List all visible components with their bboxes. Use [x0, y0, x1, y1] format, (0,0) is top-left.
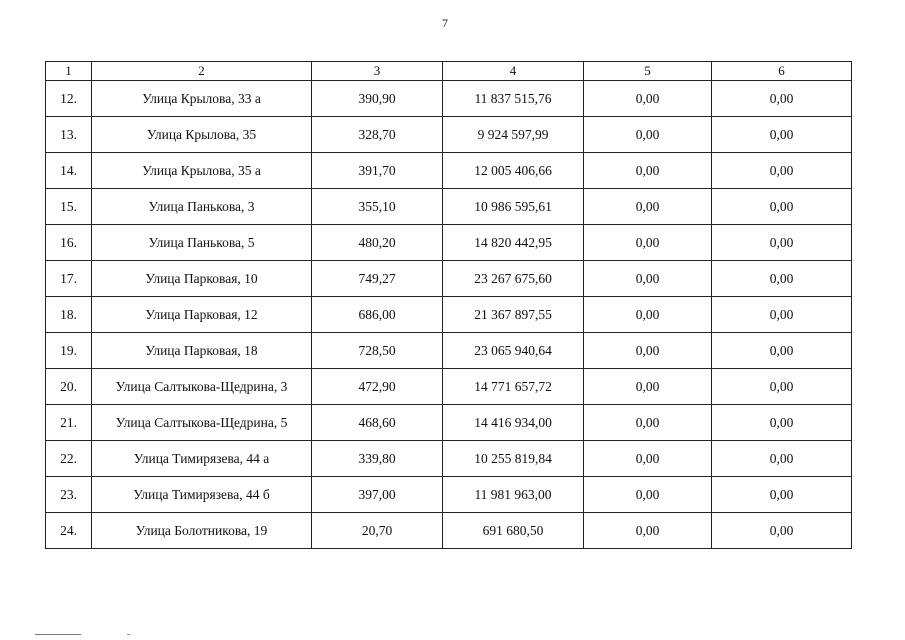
area-cell: 390,90	[312, 81, 443, 117]
area-cell: 468,60	[312, 405, 443, 441]
col5-cell: 0,00	[584, 333, 712, 369]
area-cell: 472,90	[312, 369, 443, 405]
amount-cell: 10 255 819,84	[443, 441, 584, 477]
table-row	[46, 369, 852, 405]
amount-cell: 23 267 675,60	[443, 261, 584, 297]
address-cell: Улица Тимирязева, 44 б	[92, 477, 312, 513]
address-cell: Улица Крылова, 35	[92, 117, 312, 153]
column-header: 3	[312, 62, 443, 81]
address-cell: Улица Парковая, 12	[92, 297, 312, 333]
table-row	[46, 81, 852, 117]
amount-cell: 11 837 515,76	[443, 81, 584, 117]
col5-cell: 0,00	[584, 405, 712, 441]
column-header: 4	[443, 62, 584, 81]
amount-cell: 691 680,50	[443, 513, 584, 549]
table-row	[46, 297, 852, 333]
col5-cell: 0,00	[584, 297, 712, 333]
row-number-cell: 17.	[46, 261, 92, 297]
column-header: 1	[46, 62, 92, 81]
col5-cell: 0,00	[584, 225, 712, 261]
table-row	[46, 441, 852, 477]
table-row	[46, 513, 852, 549]
row-number-cell: 18.	[46, 297, 92, 333]
row-number-cell: 13.	[46, 117, 92, 153]
area-cell: 728,50	[312, 333, 443, 369]
col6-cell: 0,00	[712, 405, 852, 441]
area-cell: 355,10	[312, 189, 443, 225]
col6-cell: 0,00	[712, 441, 852, 477]
page-number: 7	[442, 16, 448, 30]
area-cell: 397,00	[312, 477, 443, 513]
row-number-cell: 23.	[46, 477, 92, 513]
row-number-cell: 22.	[46, 441, 92, 477]
amount-cell: 23 065 940,64	[443, 333, 584, 369]
row-number-cell: 19.	[46, 333, 92, 369]
col6-cell: 0,00	[712, 297, 852, 333]
row-number-cell: 20.	[46, 369, 92, 405]
amount-cell: 14 771 657,72	[443, 369, 584, 405]
amount-cell: 14 416 934,00	[443, 405, 584, 441]
address-cell: Улица Парковая, 10	[92, 261, 312, 297]
col6-cell: 0,00	[712, 513, 852, 549]
col5-cell: 0,00	[584, 117, 712, 153]
amount-cell: 21 367 897,55	[443, 297, 584, 333]
address-cell: Улица Салтыкова-Щедрина, 5	[92, 405, 312, 441]
col5-cell: 0,00	[584, 369, 712, 405]
table-header-row	[46, 62, 852, 81]
address-cell: Улица Крылова, 35 а	[92, 153, 312, 189]
col5-cell: 0,00	[584, 153, 712, 189]
address-cell: Улица Парковая, 18	[92, 333, 312, 369]
col5-cell: 0,00	[584, 261, 712, 297]
col5-cell: 0,00	[584, 513, 712, 549]
col6-cell: 0,00	[712, 477, 852, 513]
table-row	[46, 261, 852, 297]
col6-cell: 0,00	[712, 117, 852, 153]
table-row	[46, 225, 852, 261]
col6-cell: 0,00	[712, 153, 852, 189]
col6-cell: 0,00	[712, 81, 852, 117]
table-row	[46, 153, 852, 189]
amount-cell: 12 005 406,66	[443, 153, 584, 189]
address-cell: Улица Болотникова, 19	[92, 513, 312, 549]
col6-cell: 0,00	[712, 189, 852, 225]
col5-cell: 0,00	[584, 441, 712, 477]
data-table	[45, 61, 852, 549]
area-cell: 749,27	[312, 261, 443, 297]
col5-cell: 0,00	[584, 477, 712, 513]
area-cell: 328,70	[312, 117, 443, 153]
address-cell: Улица Панькова, 5	[92, 225, 312, 261]
row-number-cell: 15.	[46, 189, 92, 225]
col6-cell: 0,00	[712, 225, 852, 261]
col5-cell: 0,00	[584, 189, 712, 225]
address-cell: Улица Тимирязева, 44 а	[92, 441, 312, 477]
table-row	[46, 117, 852, 153]
row-number-cell: 16.	[46, 225, 92, 261]
column-header: 2	[92, 62, 312, 81]
area-cell: 686,00	[312, 297, 443, 333]
col6-cell: 0,00	[712, 261, 852, 297]
area-cell: 20,70	[312, 513, 443, 549]
area-cell: 480,20	[312, 225, 443, 261]
table-row	[46, 189, 852, 225]
row-number-cell: 12.	[46, 81, 92, 117]
amount-cell: 10 986 595,61	[443, 189, 584, 225]
amount-cell: 9 924 597,99	[443, 117, 584, 153]
row-number-cell: 24.	[46, 513, 92, 549]
amount-cell: 11 981 963,00	[443, 477, 584, 513]
table-row	[46, 405, 852, 441]
address-cell: Улица Крылова, 33 а	[92, 81, 312, 117]
column-header: 5	[584, 62, 712, 81]
row-number-cell: 14.	[46, 153, 92, 189]
row-number-cell: 21.	[46, 405, 92, 441]
amount-cell: 14 820 442,95	[443, 225, 584, 261]
footer-mark	[35, 634, 81, 635]
table-row	[46, 333, 852, 369]
area-cell: 391,70	[312, 153, 443, 189]
col6-cell: 0,00	[712, 333, 852, 369]
address-cell: Улица Салтыкова-Щедрина, 3	[92, 369, 312, 405]
col5-cell: 0,00	[584, 81, 712, 117]
table-row	[46, 477, 852, 513]
col6-cell: 0,00	[712, 369, 852, 405]
footer-dot	[127, 634, 130, 635]
column-header: 6	[712, 62, 852, 81]
address-cell: Улица Панькова, 3	[92, 189, 312, 225]
area-cell: 339,80	[312, 441, 443, 477]
